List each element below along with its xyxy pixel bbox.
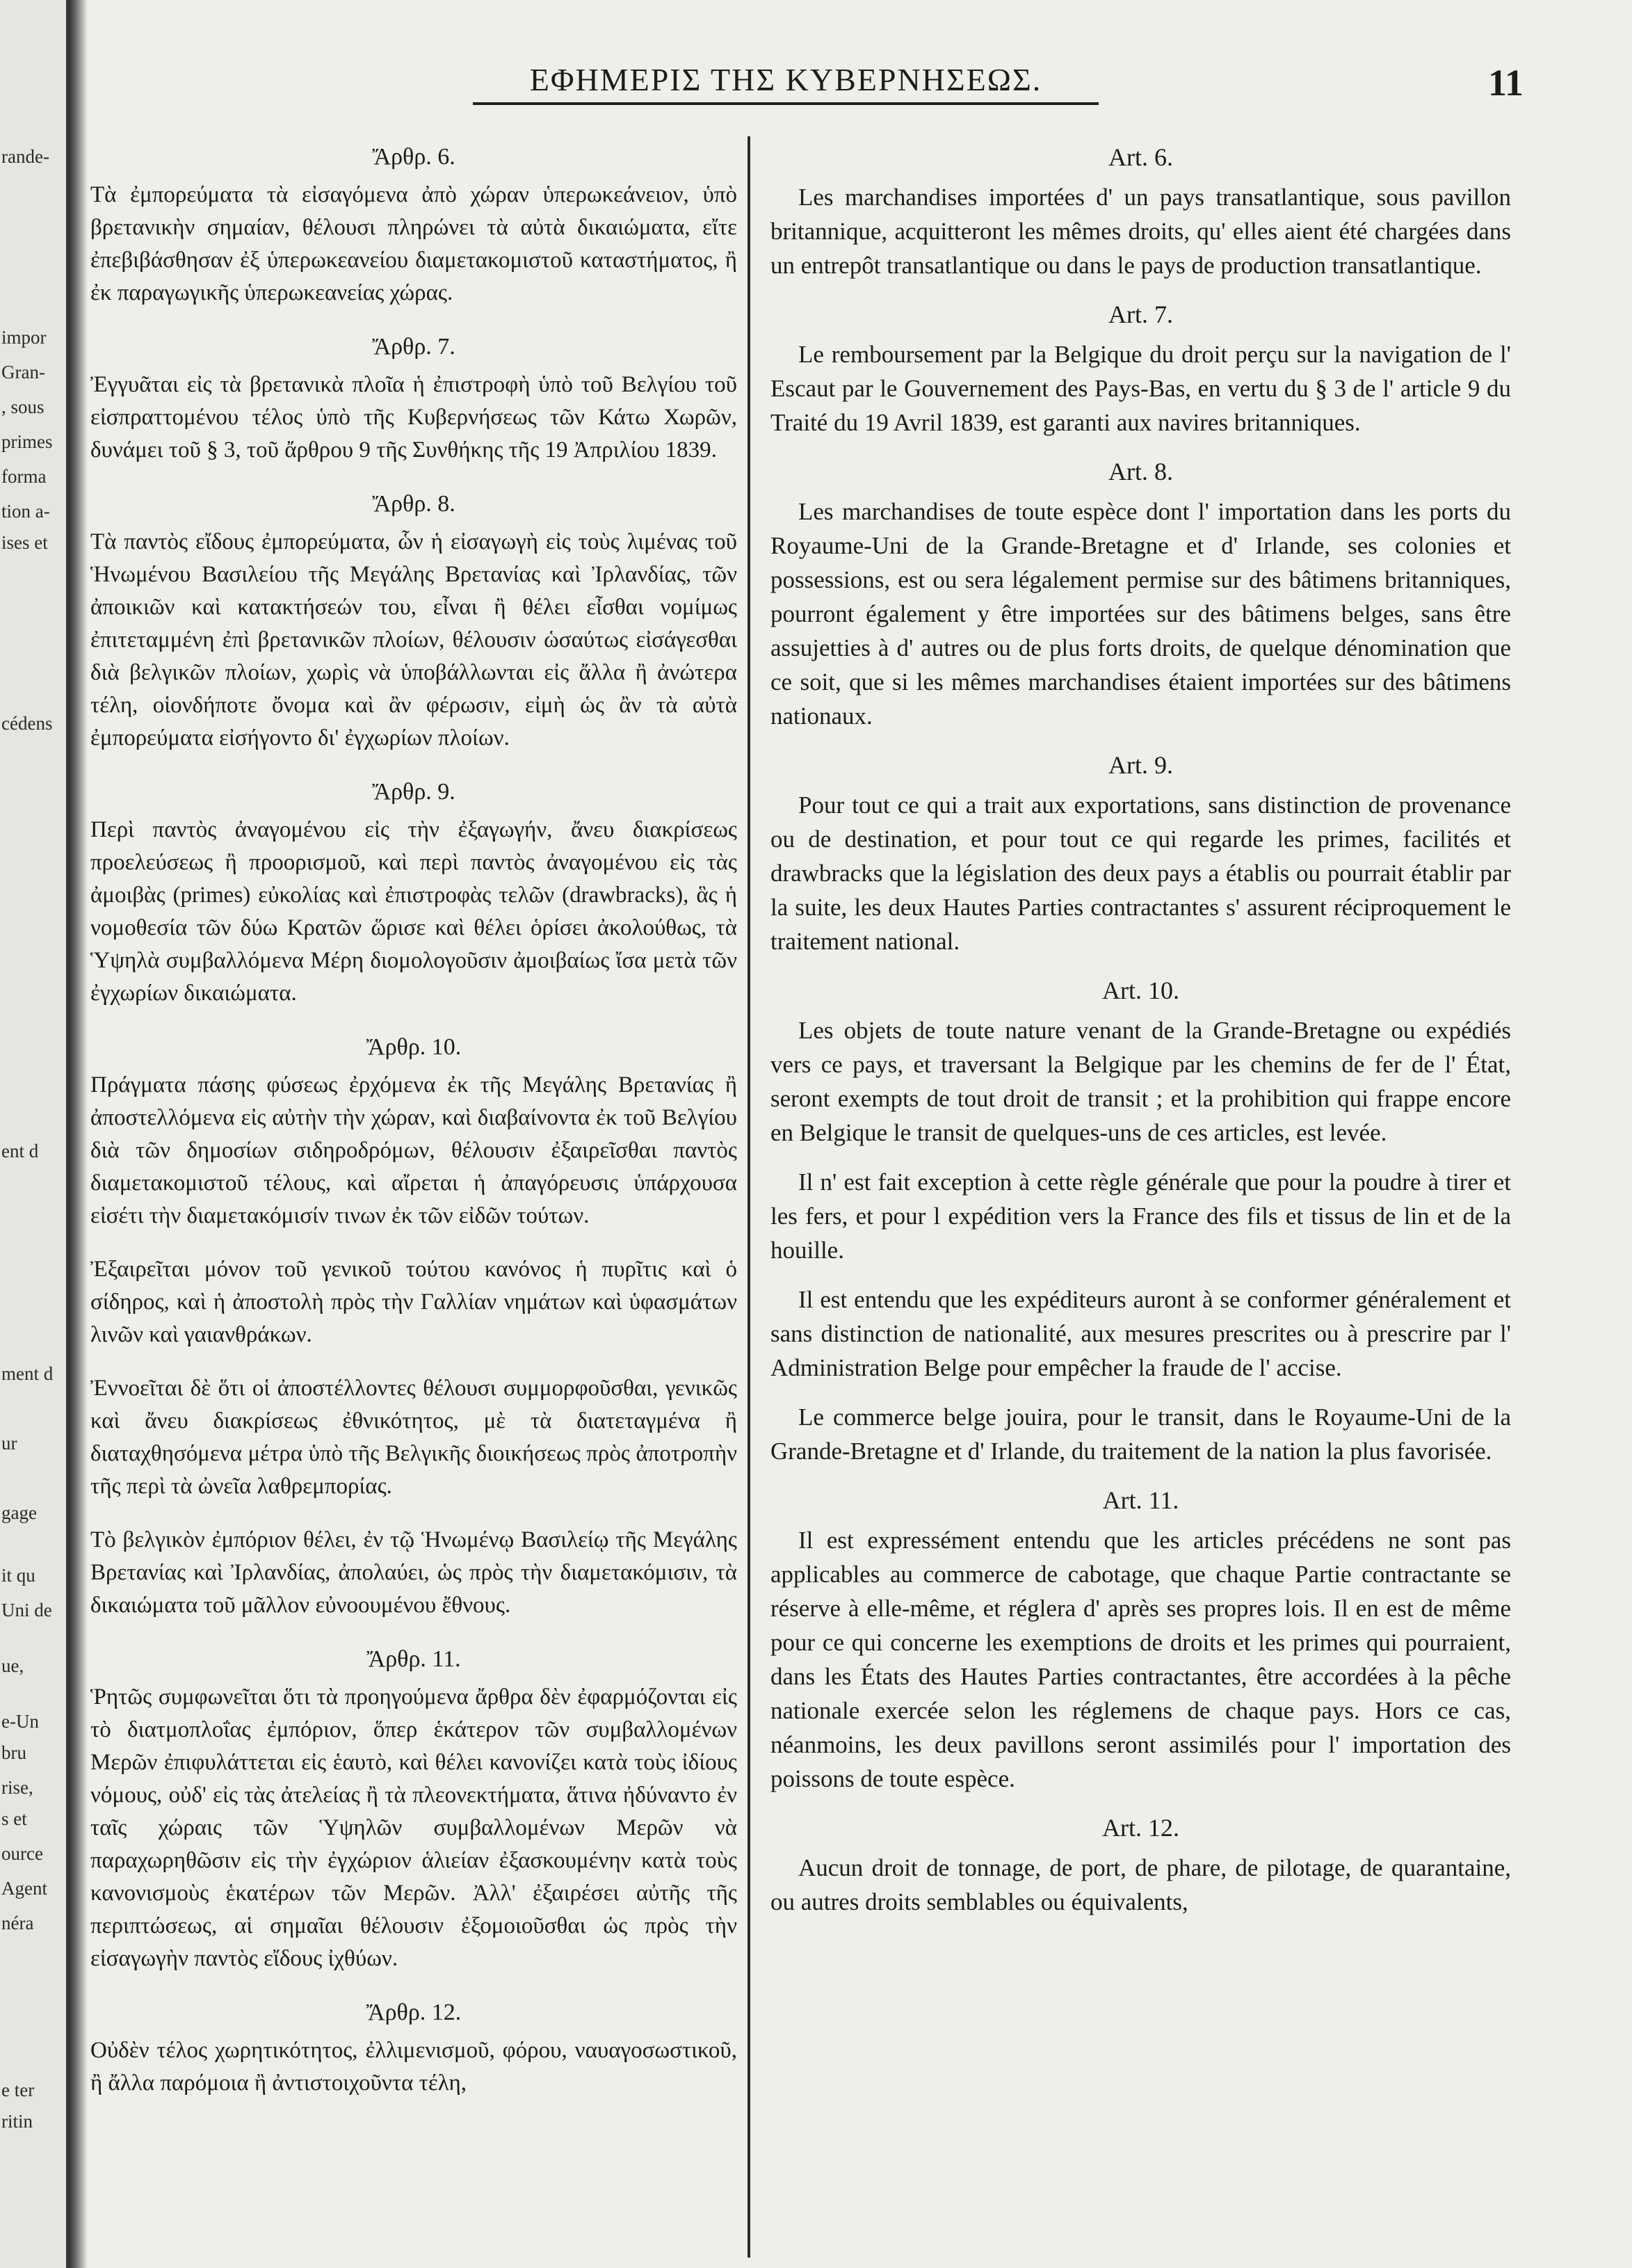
adjacent-page-fragment: tion a-	[1, 501, 50, 522]
adjacent-page-fragment: bru	[1, 1742, 26, 1763]
adjacent-page-fragment: Uni de	[1, 1600, 52, 1620]
article-paragraph: Τὰ ἐμπορεύματα τὰ εἰσαγόμενα ἀπὸ χώραν ὑπερωκεάνειον, ὑπὸ βρετανικὴν σημαίαν, θέλουσι πληρώνει τὰ αὐτὰ δικαιώματα, εἴτε ἐπεβιβάσθησαν ἐξ ὑπερωκεανείου διαμετακομιστοῦ καταστήματος, ἢ ἐκ παραγωγικῆς ὑπερωκεανείας χώρας.	[90, 182, 737, 305]
article-section	[770, 455, 1511, 733]
adjacent-page-fragment: Agent	[1, 1878, 47, 1899]
binding-shadow	[68, 0, 88, 2268]
adjacent-page-fragment: it qu	[1, 1565, 35, 1586]
adjacent-page-fragment: Gran-	[1, 362, 45, 383]
adjacent-page-margin	[0, 0, 68, 2268]
adjacent-page-fragment: ue,	[1, 1655, 24, 1676]
article-section	[90, 330, 737, 467]
article-heading: Ἄρθρ. 8.	[372, 491, 455, 517]
article-paragraph: Περὶ παντὸς ἀναγομένου εἰς τὴν ἐξαγωγήν, ἄνευ διακρίσεως προελεύσεως ἢ προορισμοῦ, καὶ περὶ παντὸς ἀναγομένου εἰς τὰς ἀμοιβὰς (primes) εὐκολίας καὶ ἐπιστροφὰς τελῶν (drawbracks), ἃς ἡ νομοθεσία τῶν δύω Κρατῶν ὥρισε καὶ θέλει ὁρίσει ἀκολούθως, τὰ Ὑψηλὰ συμβαλλόμενα Μέρη διομολογοῦσιν ἀμοιβαίως ἴσα μετὰ τῶν ἐγχωρίων δικαιώματα.	[90, 817, 737, 1006]
adjacent-page-fragment: primes	[1, 431, 53, 452]
page-number: 11	[1488, 62, 1524, 104]
article-paragraph: Ῥητῶς συμφωνεῖται ὅτι τὰ προηγούμενα ἄρθρα δὲν ἐφαρμόζονται εἰς τὸ διατμοπλοΐας ἐμπόριον, ὅπερ ἑκάτερον τῶν συμβαλλομένων Μερῶν ἐπιφυλάττεται εἰς ἑαυτὸ, καὶ θέλει κανονίζει κατὰ τοὺς ἰδίους νόμους, οὐδ' εἰς τὰς ἀτελείας ἢ τὰ πλεονεκτήματα, ἅτινα ἠδύναντο ἐν ταῖς χώραις τῶν Ὑψηλῶν συμβαλλομένων Μερῶν νὰ παραχωρηθῶσιν εἰς τὴν ἐγχώριον ἁλιείαν ἐξασκουμένην κατὰ τοὺς κανονισμοὺς ἑκατέρων τῶν Μερῶν. Ἀλλ' ἐξαιρέσει αὐτῆς τῆς περιπτώσεως, αἱ σημαῖαι θέλουσιν ἐξομοιοῦσθαι ὡς πρὸς τὴν εἰσαγωγὴν παντὸς εἴδους ἰχθύων.	[90, 1684, 737, 1971]
article-section	[90, 775, 737, 1010]
adjacent-page-fragment: ises et	[1, 532, 48, 553]
article-section	[90, 488, 737, 755]
article-section	[770, 140, 1511, 282]
article-paragraph: Le remboursement par la Belgique du droit perçu sur la navigation de l' Escaut par le Gouvernement des Pays-Bas, en vertu du § 3 de l' article 9 du Traité du 19 Avril 1839, est garanti aux navires britanniques.	[770, 341, 1511, 436]
french-column	[770, 138, 1511, 1934]
article-paragraph: Ἐννοεῖται δὲ ὅτι οἱ ἀποστέλλοντες θέλουσι συμμορφοῦσθαι, γενικῶς καὶ ἄνευ διακρίσεως ἐθνικότητος, μὲ τὰ διατεταγμένα ἢ διαταχθησόμενα μέτρα ὑπὸ τῆς Βελγικῆς διοικήσεως πρὸς ἀποτροπὴν τῆς περὶ τὰ ὠνεῖα λαθρεμπορίας.	[90, 1376, 737, 1499]
article-section	[90, 140, 737, 309]
article-heading: Ἄρθρ. 12.	[366, 2000, 462, 2025]
article-heading: Ἄρθρ. 9.	[372, 779, 455, 805]
adjacent-page-fragment: , sous	[1, 396, 45, 417]
article-paragraph: Il est expressément entendu que les articles précédens ne sont pas applicables au commerce de cabotage, que chaque Partie contractante se réserve à elle-même, et réglera d' après ses propres lois. Il en est de même pour ce qui concerne les exemptions de droits et les primes qui pourraient, dans les États des Hautes Parties contractantes, être accordées à la pêche nationale exercée selon les réglemens de chaque pays. Hors ce cas, néanmoins, les deux pavillons seront assimilés pour l' importation des poissons de toute espèce.	[770, 1527, 1511, 1792]
article-heading: Art. 8.	[1108, 458, 1173, 485]
adjacent-page-fragment: cédens	[1, 713, 53, 734]
adjacent-page-fragment: e-Un	[1, 1711, 39, 1732]
adjacent-page-fragment: s et	[1, 1808, 27, 1829]
adjacent-page-fragment: ent d	[1, 1141, 39, 1161]
article-section	[90, 1643, 737, 1975]
adjacent-page-fragment: impor	[1, 327, 47, 348]
article-heading: Ἄρθρ. 10.	[366, 1034, 462, 1060]
article-heading: Art. 9.	[1108, 751, 1173, 779]
adjacent-page-fragment: néra	[1, 1913, 34, 1933]
adjacent-page-fragment: gage	[1, 1502, 37, 1523]
article-paragraph: Τὰ παντὸς εἴδους ἐμπορεύματα, ὧν ἡ εἰσαγωγὴ εἰς τοὺς λιμένας τοῦ Ἡνωμένου Βασιλείου τῆς Μεγάλης Βρετανίας καὶ Ἰρλανδίας, τῶν ἀποικιῶν καὶ κατακτήσεών του, εἶναι ἢ θέλει εἶσθαι νομίμως ἐπιτεταμμένη ἐπὶ βρετανικῶν πλοίων, θέλουσιν ὡσαύτως εἰσάγεσθαι διὰ βελγικῶν πλοίων, χωρὶς νὰ ὑποβάλλωνται εἰς ἄλλα ἢ ἀνώτερα τέλη, οἱονδήποτε ὄνομα καὶ ἂν φέρωσιν, εἰμὴ ὡς ἂν τὰ αὐτὰ ἐμπορεύματα εἰσήγοντο δι' ἐγχωρίων πλοίων.	[90, 529, 737, 750]
article-paragraph: Les objets de toute nature venant de la Grande-Bretagne ou expédiés vers ce pays, et traversant la Belgique par les chemins de fer de l' État, seront exempts de tout droit de transit ; et la prohibition qui frappe encore en Belgique le transit de quelques-uns de ces articles, est levée.	[770, 1017, 1511, 1146]
adjacent-page-fragment: rise,	[1, 1777, 33, 1798]
adjacent-page-fragment: forma	[1, 466, 47, 487]
article-section	[770, 1811, 1511, 1919]
article-heading: Art. 6.	[1108, 143, 1173, 171]
article-heading: Ἄρθρ. 7.	[372, 334, 455, 360]
adjacent-page-fragment: e ter	[1, 2080, 35, 2100]
article-paragraph: Les marchandises importées d' un pays transatlantique, sous pavillon britannique, acquitteront les mêmes droits, qu' elles aient été chargées dans un entrepôt transatlantique ou dans le pays de production transatlantique.	[770, 184, 1511, 279]
article-paragraph: Les marchandises de toute espèce dont l' importation dans les ports du Royaume-Uni de la Grande-Bretagne et d' Irlande, ses colonies et possessions, est ou sera légalement permise sur des bâtimens britanniques, pourront également y être importées sur des bâtimens belges, sans être assujetties à d' autres ou de plus forts droits, de quelque dénomination que ce soit, que si les mêmes marchandises étaient importées sur des bâtimens nationaux.	[770, 498, 1511, 730]
article-paragraph: Τὸ βελγικὸν ἐμπόριον θέλει, ἐν τῷ Ἡνωμένῳ Βασιλείῳ τῆς Μεγάλης Βρετανίας καὶ Ἰρλανδίας, ἀπολαύει, ὡς πρὸς τὴν διαμετακόμισιν, τὰ δικαιώματα τοῦ μᾶλλον εὐνοουμένου ἔθνους.	[90, 1527, 737, 1618]
article-section	[90, 1996, 737, 2100]
article-section	[770, 974, 1511, 1468]
adjacent-page-fragment: ur	[1, 1433, 17, 1454]
article-heading: Art. 10.	[1102, 976, 1179, 1004]
article-section	[90, 1031, 737, 1622]
greek-column	[90, 138, 737, 2121]
article-paragraph: Πράγματα πάσης φύσεως ἐρχόμενα ἐκ τῆς Μεγάλης Βρετανίας ἢ ἀποστελλόμενα εἰς αὐτὴν τὴν χώραν, καὶ διαβαίνοντα ἐκ τοῦ Βελγίου διὰ τῶν δημοσίων σιδηροδρόμων, θέλουσιν ἐξαιρεῖσθαι παντὸς διαμετακομιστοῦ τέλους, καὶ αἴρεται ἡ ἀπαγόρευσις ὑπάρχουσα εἰσέτι τὴν διαμετακόμισίν τινων ἐκ τῶν εἰδῶν τούτων.	[90, 1072, 737, 1228]
article-section	[770, 1483, 1511, 1796]
article-paragraph: Aucun droit de tonnage, de port, de phare, de pilotage, de quarantaine, ou autres droits semblables ou équivalents,	[770, 1854, 1511, 1915]
article-section	[770, 748, 1511, 958]
article-heading: Ἄρθρ. 6.	[372, 144, 455, 170]
article-paragraph: Pour tout ce qui a trait aux exportations, sans distinction de provenance ou de destination, et pour tout ce qui regarde les primes, facilités et drawbracks que la législation des deux pays a établis ou pourrait établir par la suite, les deux Hautes Parties contractantes s' assurent réciproquement le traitement national.	[770, 791, 1511, 955]
article-heading: Art. 7.	[1108, 300, 1173, 328]
article-paragraph: Il est entendu que les expéditeurs auront à se conformer généralement et sans distinction de nationalité, aux mesures prescrites ou à prescrire par l' Administration Belge pour empêcher la fraude de l' accise.	[770, 1286, 1511, 1381]
column-divider	[748, 136, 750, 2258]
article-heading: Ἄρθρ. 11.	[366, 1646, 461, 1672]
article-paragraph: Il n' est fait exception à cette règle générale que pour la poudre à tirer et les fers, et pour l expédition vers la France des fils et tissus de lin et de la houille.	[770, 1168, 1511, 1264]
adjacent-page-fragment: ource	[1, 1843, 43, 1864]
adjacent-page-fragment: rande-	[1, 146, 49, 167]
article-heading: Art. 12.	[1102, 1814, 1179, 1842]
article-heading: Art. 11.	[1102, 1486, 1179, 1514]
article-paragraph: Ἐγγυᾶται εἰς τὰ βρετανικὰ πλοῖα ἡ ἐπιστροφὴ ὑπὸ τοῦ Βελγίου τοῦ εἰσπραττομένου τέλος ὑπὸ τῆς Κυβερνήσεως τῶν Κάτω Χωρῶν, δυνάμει τοῦ § 3, τοῦ ἄρθρου 9 τῆς Συνθήκης τῆς 19 Ἀπριλίου 1839.	[90, 372, 737, 463]
adjacent-page-fragment: ritin	[1, 2111, 33, 2132]
article-paragraph: Le commerce belge jouira, pour le transit, dans le Royaume-Uni de la Grande-Bretagne et d' Irlande, du traitement de la nation la plus favorisée.	[770, 1404, 1511, 1465]
page-title: ΕΦΗΜΕΡΙΣ ΤΗΣ ΚΥΒΕΡΝΗΣΕΩΣ.	[473, 61, 1099, 105]
article-paragraph: Ἐξαιρεῖται μόνον τοῦ γενικοῦ τούτου κανόνος ἡ πυρῖτις καὶ ὁ σίδηρος, καὶ ἡ ἀποστολὴ πρὸς τὴν Γαλλίαν νημάτων καὶ ὑφασμάτων λινῶν καὶ γαιανθράκων.	[90, 1257, 737, 1347]
adjacent-page-fragment: ment d	[1, 1363, 54, 1384]
article-paragraph: Οὐδὲν τέλος χωρητικότητος, ἐλλιμενισμοῦ, φόρου, ναυαγοσωστικοῦ, ἢ ἄλλα παρόμοια ἢ ἀντιστοιχοῦντα τέλη,	[90, 2038, 737, 2096]
article-section	[770, 298, 1511, 440]
